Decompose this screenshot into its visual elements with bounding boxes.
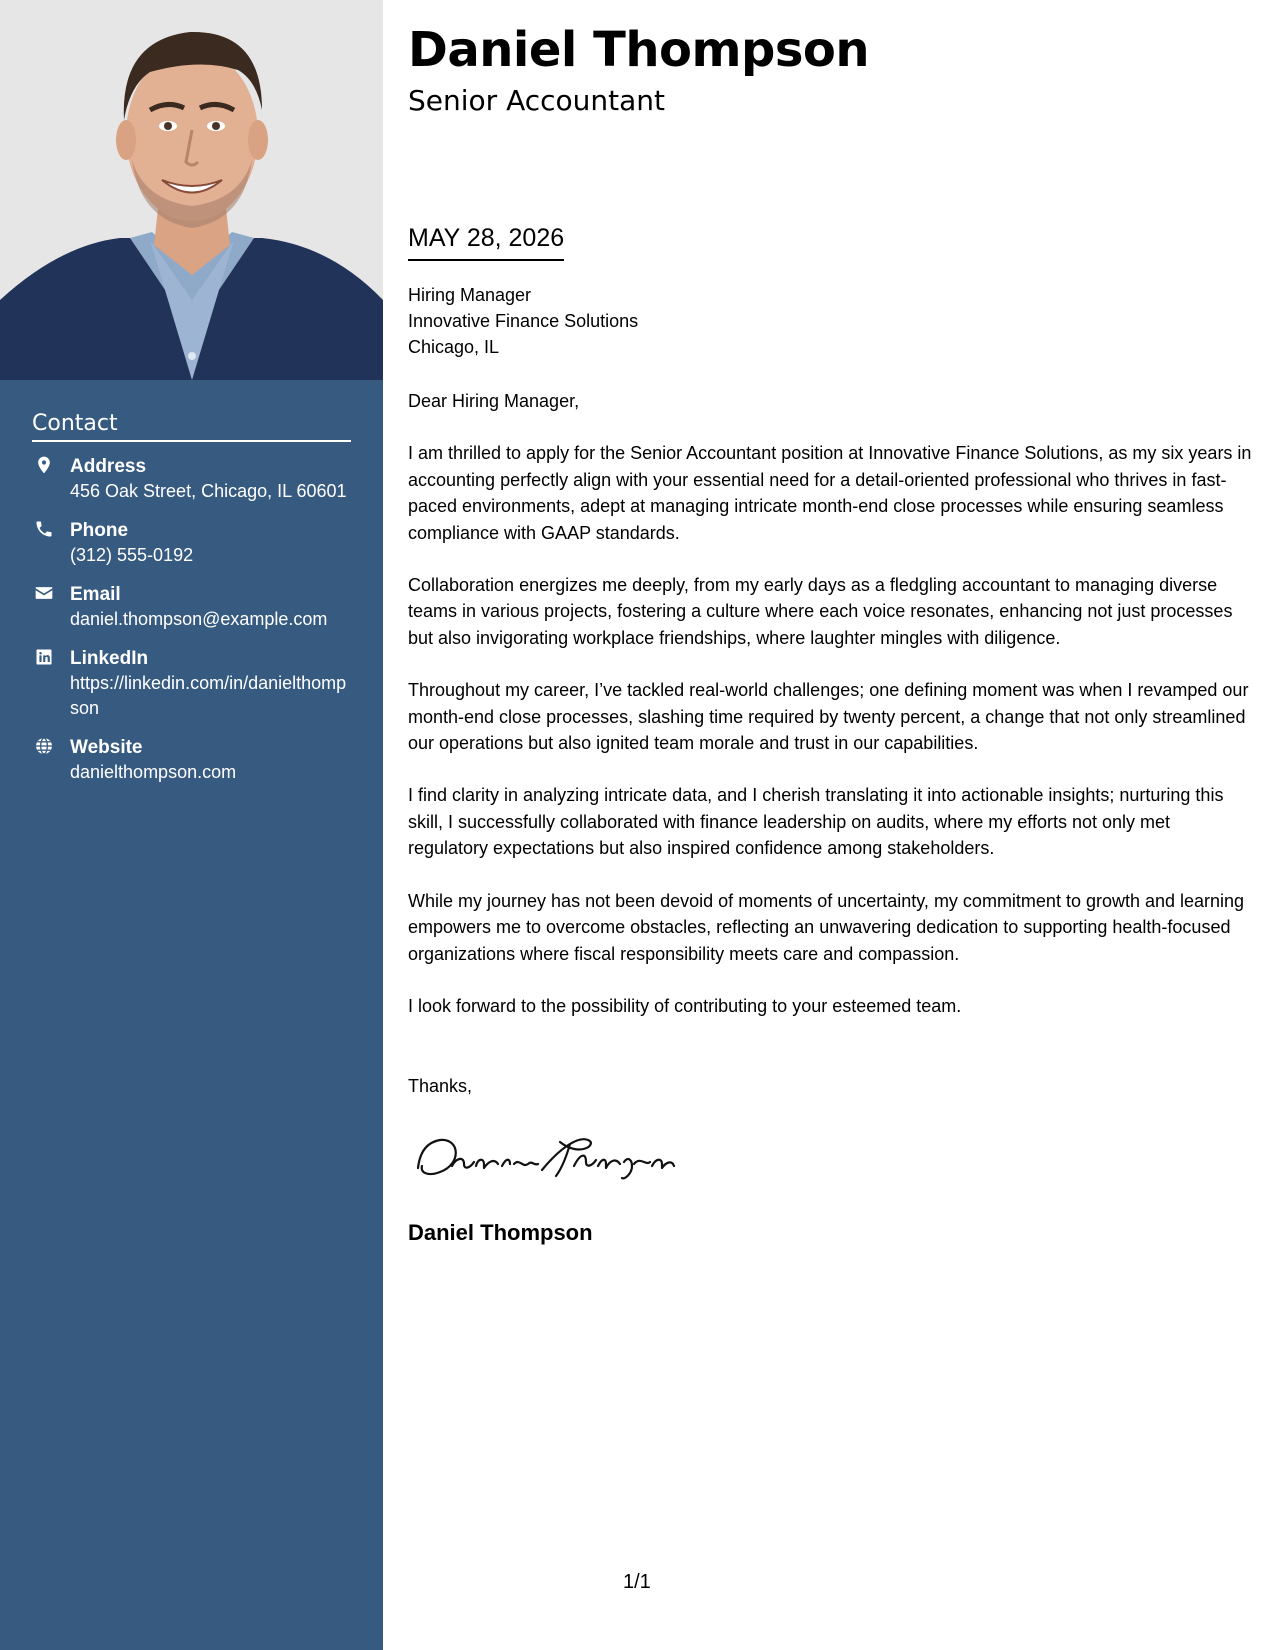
paragraph: While my journey has not been devoid of moments of uncertainty, my commitment to growth and learning empowers me to overcome obstacles, reflecting an unwavering dedication to supporting health-focused organizations where fiscal responsibility meets care and compassion. — [408, 890, 1245, 964]
contact-label: Address — [70, 456, 147, 477]
closing: Thanks, — [408, 1076, 473, 1096]
contact-label: Phone — [70, 520, 129, 541]
email-link[interactable]: daniel.thompson@example.com — [70, 609, 328, 629]
recipient-line: Innovative Finance Solutions — [408, 311, 639, 331]
contact-label: LinkedIn — [70, 648, 149, 669]
contact-heading: Contact — [32, 411, 351, 442]
paragraph: I find clarity in analyzing intricate data, and I cherish translating it into actionable insights; nurturing this skill, I successfully collaborated with finance leadership on audits, where my efforts not only met regulatory expectations but also inspired confidence among stakeholders. — [408, 785, 1224, 859]
linkedin-icon — [34, 647, 54, 667]
job-title: Senior Accountant — [408, 84, 666, 117]
portrait-illustration — [0, 0, 383, 380]
signed-name: Daniel Thompson — [408, 1220, 593, 1245]
letter-date: MAY 28, 2026 — [408, 224, 564, 261]
profile-photo — [0, 0, 383, 380]
address-value: 456 Oak Street, Chicago, IL 60601 — [70, 481, 347, 501]
page-number: 1/1 — [623, 1571, 651, 1593]
linkedin-link[interactable]: https://linkedin.com/in/danielthompson — [70, 673, 347, 718]
globe-icon — [34, 736, 54, 756]
contact-label: Email — [70, 584, 121, 605]
envelope-icon — [34, 583, 54, 603]
contact-phone — [32, 518, 351, 568]
location-pin-icon — [34, 455, 54, 475]
recipient-line: Hiring Manager — [408, 285, 532, 305]
website-link[interactable]: danielthompson.com — [70, 762, 237, 782]
contact-linkedin — [32, 646, 351, 721]
recipient-line: Chicago, IL — [408, 337, 500, 357]
contact-label: Website — [70, 737, 143, 758]
paragraph: I am thrilled to apply for the Senior Accountant position at Innovative Finance Solutions, as my six years in accounting perfectly align with your essential need for a detail-oriented professional who thrives in fast-paced environments, adept at managing intricate month-end close processes while ensuring seamless compliance with GAAP standards. — [408, 443, 1252, 543]
paragraph: Collaboration energizes me deeply, from my early days as a fledgling accountant to managing diverse teams in various projects, fostering a culture where each voice resonates, enhancing not just processes but also invigorating workplace friendships, where laughter mingles with diligence. — [408, 575, 1233, 648]
phone-icon — [34, 519, 54, 539]
recipient-block — [408, 282, 638, 360]
sidebar — [0, 0, 383, 1650]
paragraph: I look forward to the possibility of contributing to your esteemed team. — [408, 995, 962, 1016]
handwritten-signature — [410, 1128, 680, 1184]
salutation: Dear Hiring Manager, — [408, 391, 580, 411]
phone-value[interactable]: (312) 555-0192 — [70, 545, 194, 565]
contact-address — [32, 454, 351, 504]
paragraph: Throughout my career, I’ve tackled real-world challenges; one defining moment was when I revamped our month-end close processes, slashing time required by twenty percent, a change that not only streamlined our operations but also ignited team morale and trust in our capabilities. — [408, 680, 1249, 754]
letter-content — [408, 388, 1253, 1045]
applicant-name: Daniel Thompson — [408, 22, 870, 78]
contact-section — [32, 411, 351, 785]
contact-email — [32, 582, 351, 632]
contact-website — [32, 735, 351, 785]
